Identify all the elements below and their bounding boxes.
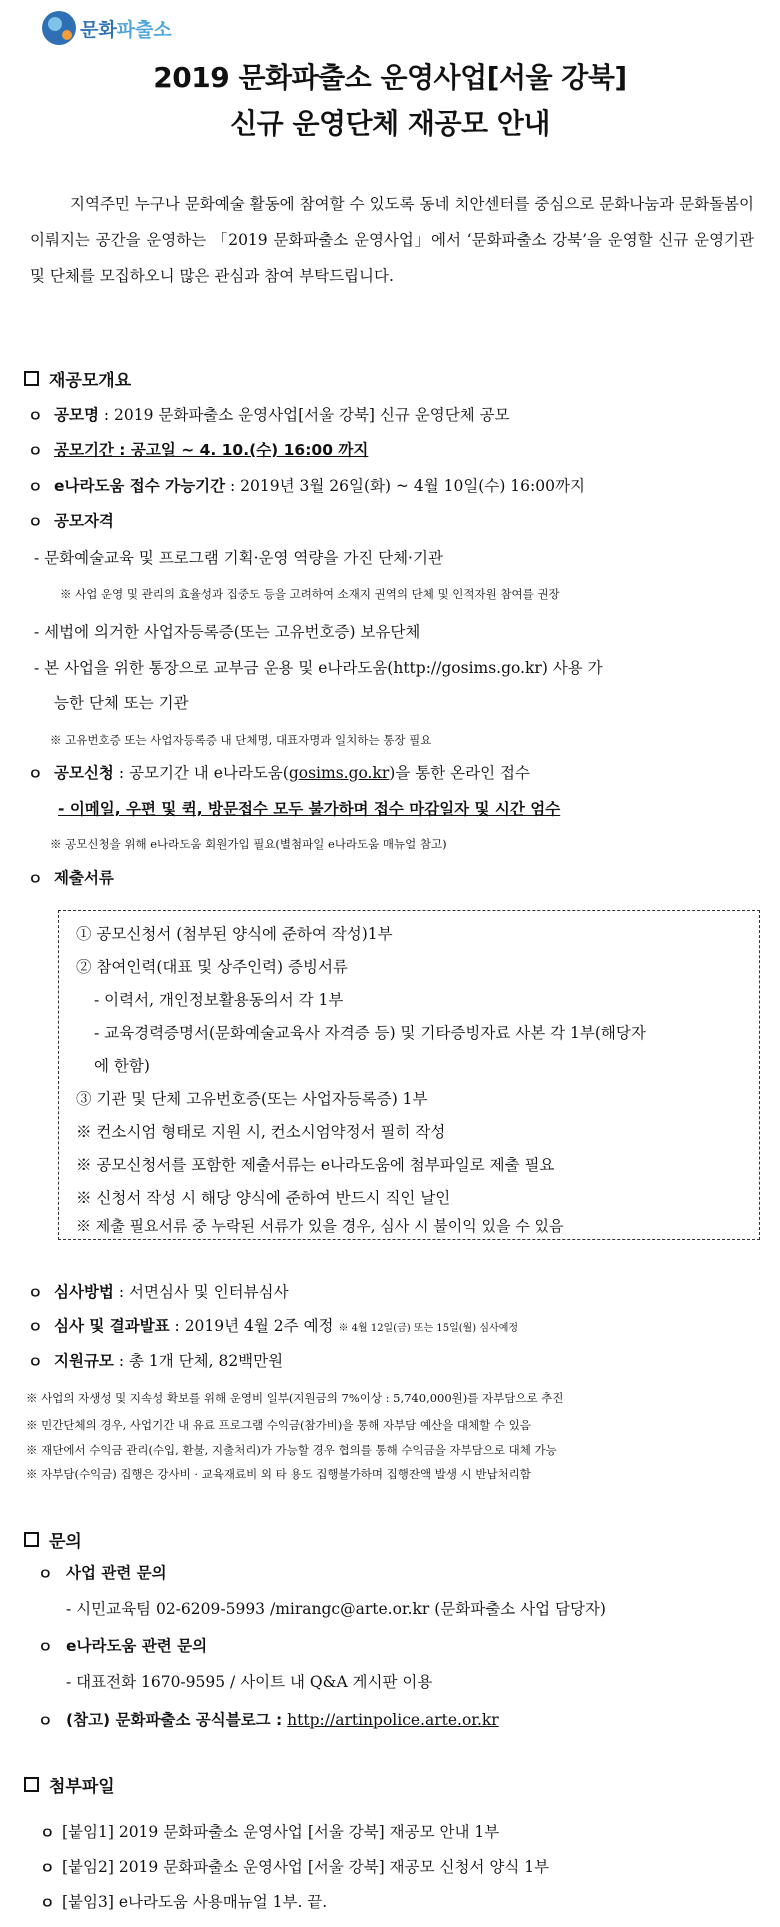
doc-item: - 이력서, 개인정보활용동의서 각 1부 (94, 991, 344, 1009)
qualification-3b: 능한 단체 또는 기관 (54, 694, 189, 712)
item-enara-period: e나라도움 접수 가능기간 : 2019년 3월 26일(화) ~ 4월 10일(수) 16:00까지 (54, 477, 585, 495)
doc-item: - 교육경력증명서(문화예술교육사 자격증 등) 및 기타증빙자료 사본 각 1부(해당자 (94, 1024, 646, 1042)
checkbox-square-icon (24, 1532, 39, 1547)
item-name: 공모명 : 2019 문화파출소 운영사업[서울 강북] 신규 운영단체 공모 (54, 406, 510, 424)
logo (42, 8, 172, 48)
doc-item: ※ 신청서 작성 시 해당 양식에 준하여 반드시 직인 날인 (76, 1189, 451, 1207)
gosims-link[interactable]: gosims.go.kr (288, 764, 390, 782)
attachment-item[interactable]: [붙임3] e나라도움 사용매뉴얼 1부. 끝. (62, 1893, 328, 1911)
inquiry-blog: (참고) 문화파출소 공식블로그 : http://artinpolice.arte.or.kr (66, 1711, 499, 1729)
doc-item: ① 공모신청서 (첨부된 양식에 준하여 작성)1부 (76, 925, 393, 943)
doc-item: ※ 컨소시엄 형태로 지원 시, 컨소시엄약정서 필히 작성 (76, 1123, 446, 1141)
bullet-icon: ㅇ (40, 1894, 55, 1912)
inquiry-enara-contact: - 대표전화 1670-9595 / 사이트 내 Q&A 게시판 이용 (66, 1673, 433, 1691)
item-result: 심사 및 결과발표 : 2019년 4월 2주 예정 ※ 4월 12일(금) 또는 15일(월) 심사예정 (54, 1317, 519, 1335)
doc-item: ② 참여인력(대표 및 상주인력) 증빙서류 (76, 958, 348, 976)
inquiry-business-label: 사업 관련 문의 (66, 1564, 167, 1582)
apply-warning: - 이메일, 우편 및 퀵, 방문접수 모두 불가하며 접수 마감일자 및 시간 엄수 (58, 800, 561, 818)
qualification-note-1: ※ 사업 운영 및 관리의 효율성과 집중도 등을 고려하여 소재지 권역의 단체 및 인적자원 참여를 권장 (60, 587, 560, 601)
qualification-note-2: ※ 고유번호증 또는 사업자등록증 내 단체명, 대표자명과 일치하는 통장 필요 (50, 733, 432, 747)
bullet-icon: ㅇ (28, 870, 43, 888)
bullet-icon: ㅇ (28, 442, 43, 460)
qualification-1: - 문화예술교육 및 프로그램 기획·운영 역량을 가진 단체·기관 (34, 549, 443, 567)
scale-note: ※ 사업의 자생성 및 지속성 확보를 위해 운영비 일부(지원금의 7%이상 : 5,740,000원)를 자부담으로 추진 (26, 1391, 564, 1405)
bullet-icon: ㅇ (28, 765, 43, 783)
attachment-item[interactable]: [붙임1] 2019 문화파출소 운영사업 [서울 강북] 재공모 안내 1부 (62, 1823, 500, 1841)
page-subtitle: 신규 운영단체 재공모 안내 (230, 107, 550, 140)
bullet-icon: ㅇ (40, 1824, 55, 1842)
attachment-item[interactable]: [붙임2] 2019 문화파출소 운영사업 [서울 강북] 재공모 신청서 양식 1부 (62, 1858, 550, 1876)
qualification-3a: - 본 사업을 위한 통장으로 교부금 운용 및 e나라도움(http://gosims.go.kr) 사용 가 (34, 659, 603, 677)
bullet-icon: ㅇ (28, 513, 43, 531)
item-period: 공모기간 : 공고일 ~ 4. 10.(수) 16:00 까지 (54, 441, 369, 459)
section-heading-overview: 재공모개요 (24, 366, 131, 391)
bullet-icon: ㅇ (28, 407, 43, 425)
inquiry-enara-label: e나라도움 관련 문의 (66, 1637, 208, 1655)
intro-paragraph: 지역주민 누구나 문화예술 활동에 참여할 수 있도록 동네 치안센터를 중심으로 문화나눔과 문화돌봄이 이뤄지는 공간을 운영하는 「2019 문화파출소 운영사업」에서 ‘문화파출소 강북’을 운영할 신규 운영기관 및 단체를 모집하오니 많은 관심과 참여 부탁드립니다. (30, 195, 754, 285)
section-heading-inquiry: 문의 (24, 1527, 82, 1552)
qualification-2: - 세법에 의거한 사업자등록증(또는 고유번호증) 보유단체 (34, 623, 421, 641)
checkbox-square-icon (24, 1777, 39, 1792)
doc-item: ※ 공모신청서를 포함한 제출서류는 e나라도움에 첨부파일로 제출 필요 (76, 1156, 555, 1174)
item-review: 심사방법 : 서면심사 및 인터뷰심사 (54, 1283, 289, 1301)
bullet-icon: ㅇ (38, 1638, 53, 1656)
apply-note: ※ 공모신청을 위해 e나라도움 회원가입 필요(별첨파일 e나라도움 매뉴얼 참고) (50, 837, 447, 851)
item-documents: 제출서류 (54, 869, 114, 887)
section-heading-attachments: 첨부파일 (24, 1772, 115, 1797)
bullet-icon: ㅇ (38, 1712, 53, 1730)
scale-note: ※ 자부담(수익금) 집행은 강사비 · 교육재료비 외 타 용도 집행불가하며 집행잔액 발생 시 반납처리함 (26, 1467, 531, 1481)
logo-mark-icon (42, 11, 76, 45)
bullet-icon: ㅇ (28, 1353, 43, 1371)
bullet-icon: ㅇ (28, 1318, 43, 1336)
doc-item: 에 한함) (94, 1057, 150, 1075)
scale-note: ※ 민간단체의 경우, 사업기간 내 유료 프로그램 수익금(참가비)을 통해 자부담 예산을 대체할 수 있음 (26, 1418, 531, 1432)
checkbox-square-icon (24, 371, 39, 386)
item-scale: 지원규모 : 총 1개 단체, 82백만원 (54, 1352, 284, 1370)
bullet-icon: ㅇ (40, 1859, 55, 1877)
bullet-icon: ㅇ (28, 478, 43, 496)
doc-item: ※ 제출 필요서류 중 누락된 서류가 있을 경우, 심사 시 불이익 있을 수 있음 (76, 1217, 564, 1235)
doc-item: ③ 기관 및 단체 고유번호증(또는 사업자등록증) 1부 (76, 1090, 428, 1108)
item-qualification: 공모자격 (54, 512, 114, 530)
bullet-icon: ㅇ (38, 1565, 53, 1583)
blog-link[interactable]: http://artinpolice.arte.or.kr (287, 1711, 499, 1729)
inquiry-business-contact: - 시민교육팀 02-6209-5993 /mirangc@arte.or.kr (문화파출소 사업 담당자) (66, 1600, 606, 1618)
page-title: 2019 문화파출소 운영사업[서울 강북] (153, 61, 627, 94)
item-apply: 공모신청 : 공모기간 내 e나라도움(gosims.go.kr)을 통한 온라인 접수 (54, 764, 530, 782)
logo-text: 문화파출소 (80, 18, 172, 41)
bullet-icon: ㅇ (28, 1284, 43, 1302)
scale-note: ※ 재단에서 수익금 관리(수입, 환불, 지출처리)가 가능할 경우 협의를 통해 수익금을 자부담으로 대체 가능 (26, 1443, 557, 1457)
